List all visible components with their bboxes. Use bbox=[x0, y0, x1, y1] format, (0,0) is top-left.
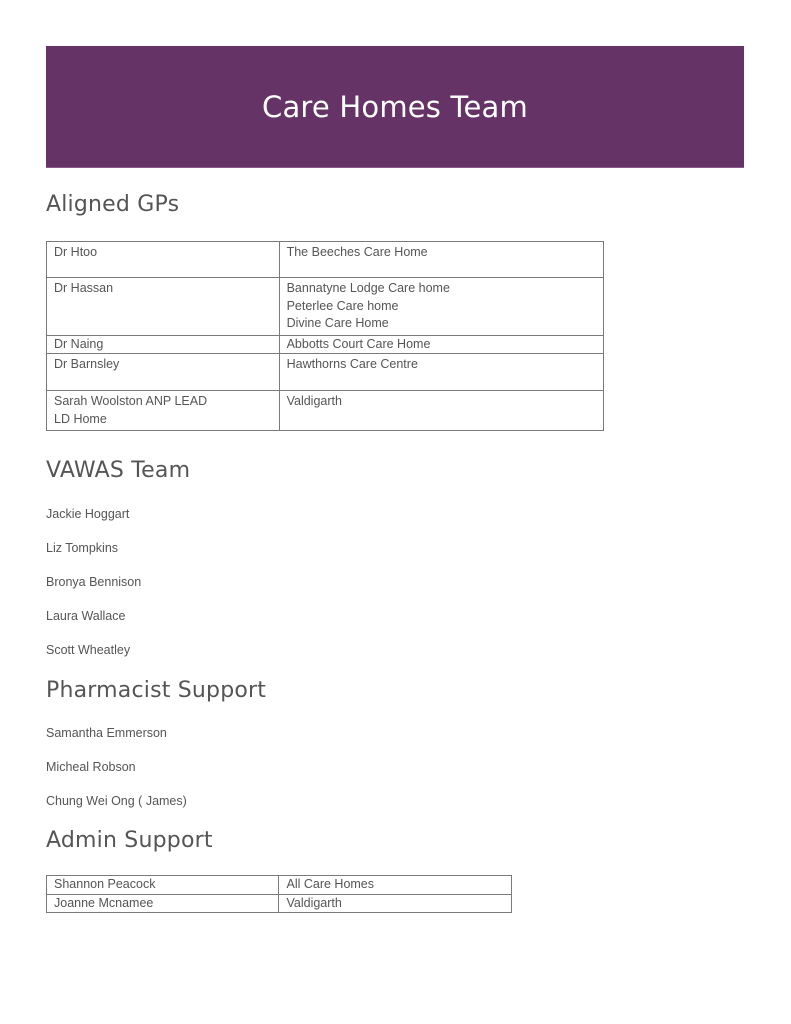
gp-name-cell: Sarah Woolston ANP LEAD LD Home bbox=[47, 391, 280, 431]
table-row bbox=[47, 876, 512, 895]
admin-support-table bbox=[46, 875, 512, 913]
admin-assignment-cell: All Care Homes bbox=[279, 876, 512, 895]
team-member: Samantha Emmerson bbox=[46, 726, 167, 740]
admin-support-heading: Admin Support bbox=[46, 828, 213, 853]
admin-name-cell: Joanne Mcnamee bbox=[47, 894, 279, 913]
care-home-cell: Abbotts Court Care Home bbox=[279, 335, 603, 354]
care-home-cell: Valdigarth bbox=[279, 391, 603, 431]
page-title: Care Homes Team bbox=[262, 89, 528, 124]
table-row bbox=[47, 242, 604, 278]
gp-name-cell: Dr Barnsley bbox=[47, 354, 280, 391]
table-row bbox=[47, 894, 512, 913]
team-member: Liz Tompkins bbox=[46, 541, 119, 555]
care-home-cell: The Beeches Care Home bbox=[279, 242, 603, 278]
team-member: Bronya Bennison bbox=[46, 575, 142, 589]
care-home-cell: Hawthorns Care Centre bbox=[279, 354, 603, 391]
aligned-gps-heading: Aligned GPs bbox=[46, 192, 180, 217]
table-row bbox=[47, 335, 604, 354]
title-banner bbox=[46, 46, 744, 168]
admin-assignment-cell: Valdigarth bbox=[279, 894, 512, 913]
team-member: Chung Wei Ong ( James) bbox=[46, 794, 187, 808]
vawas-team-heading: VAWAS Team bbox=[46, 458, 191, 483]
team-member: Scott Wheatley bbox=[46, 643, 131, 657]
table-row bbox=[47, 354, 604, 391]
aligned-gps-table bbox=[46, 241, 604, 431]
gp-name-cell: Dr Naing bbox=[47, 335, 280, 354]
team-member: Jackie Hoggart bbox=[46, 507, 130, 521]
pharmacist-support-heading: Pharmacist Support bbox=[46, 678, 267, 703]
team-member: Micheal Robson bbox=[46, 760, 136, 774]
admin-name-cell: Shannon Peacock bbox=[47, 876, 279, 895]
table-row bbox=[47, 278, 604, 336]
gp-name-cell: Dr Hassan bbox=[47, 278, 280, 336]
gp-name-cell: Dr Htoo bbox=[47, 242, 280, 278]
care-home-cell: Bannatyne Lodge Care home Peterlee Care home Divine Care Home bbox=[279, 278, 603, 336]
table-row bbox=[47, 391, 604, 431]
team-member: Laura Wallace bbox=[46, 609, 126, 623]
